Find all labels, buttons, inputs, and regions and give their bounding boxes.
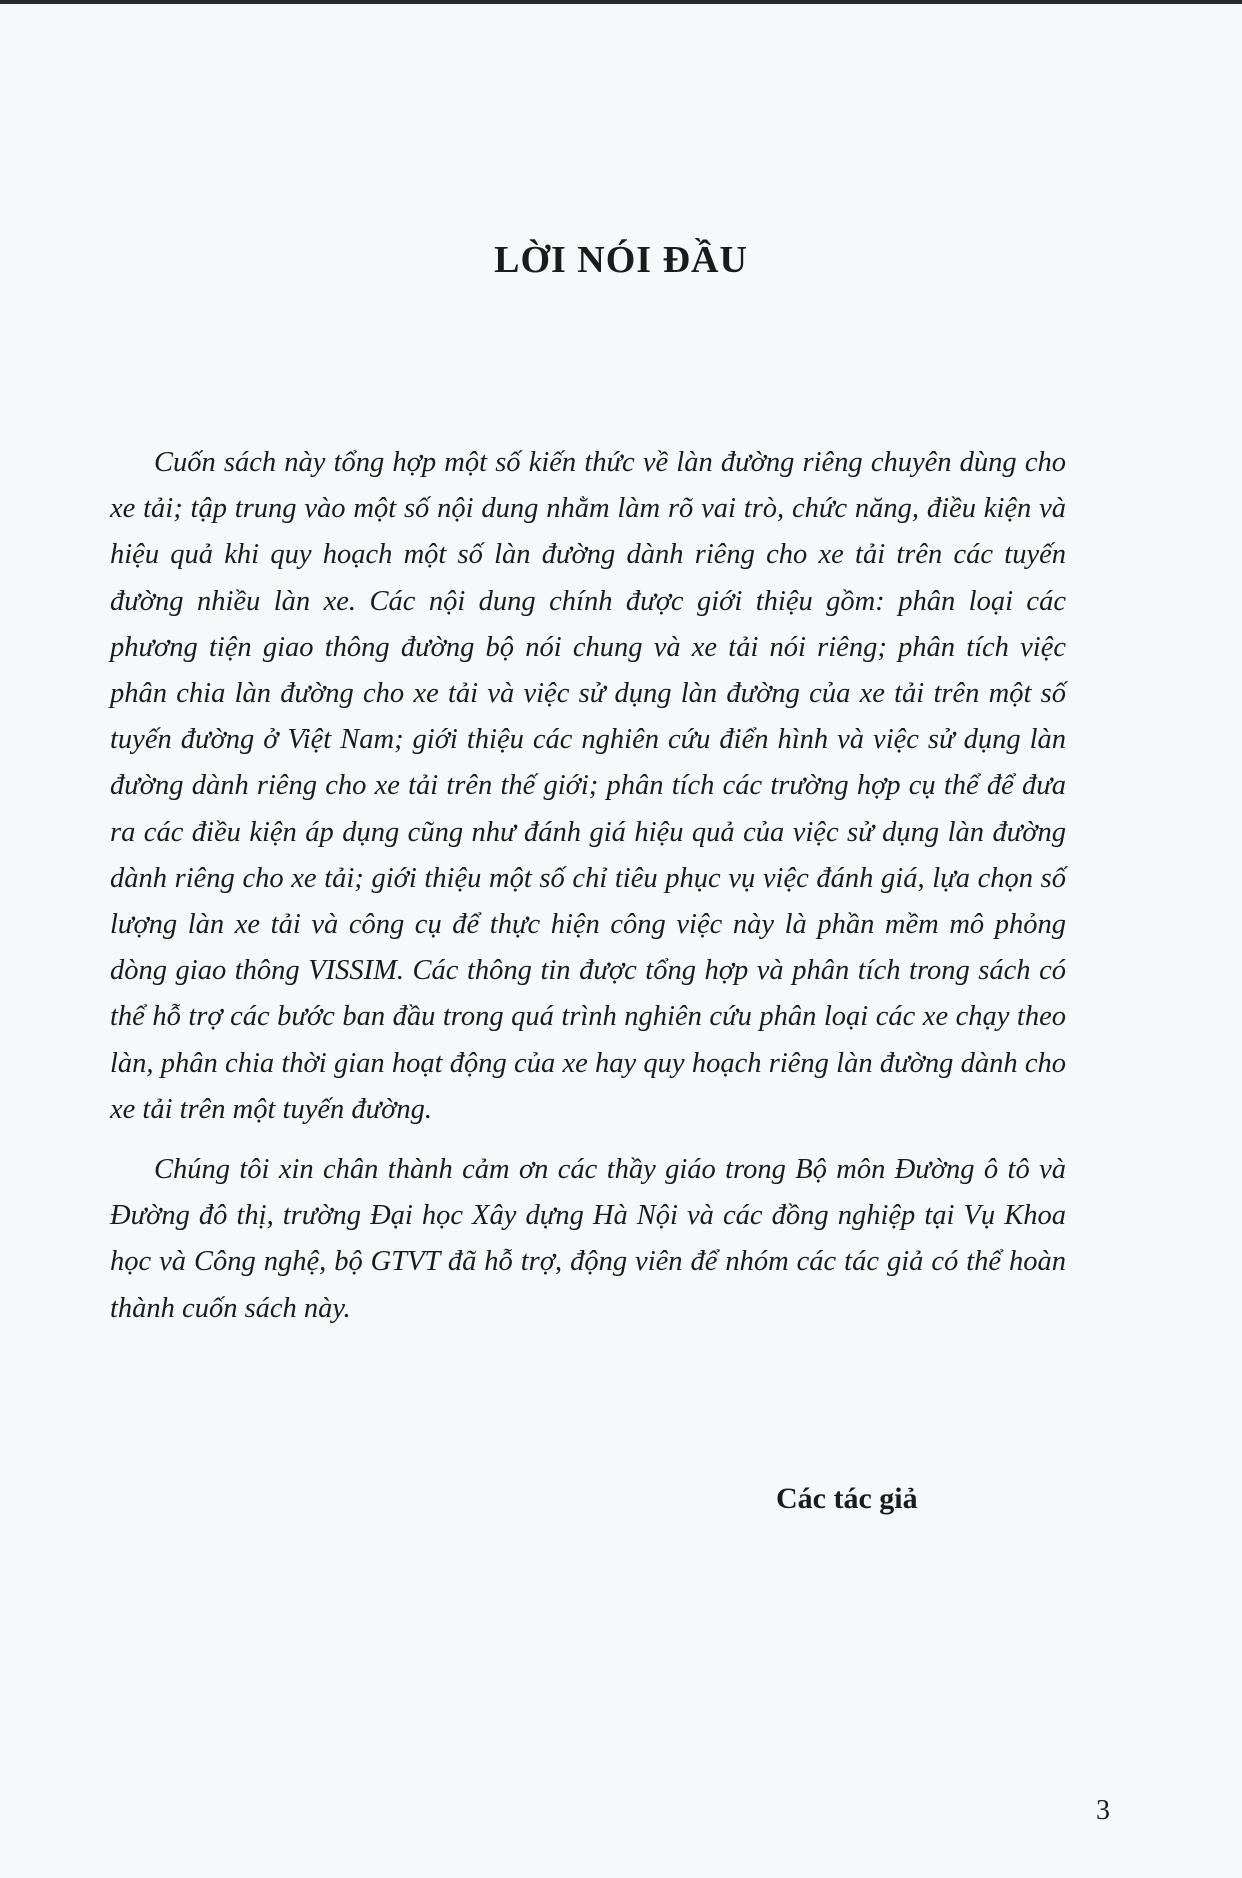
body-text — [110, 440, 1066, 1346]
author-signature: Các tác giả — [776, 1482, 918, 1515]
page-title: LỜI NÓI ĐẦU — [494, 239, 748, 281]
page-top-edge — [0, 0, 1242, 4]
paragraph-acknowledgement: Chúng tôi xin chân thành cảm ơn các thầy giáo trong Bộ môn Đường ô tô và Đường đô thị, trường Đại học Xây dựng Hà Nội và các đồng nghiệp tại Vụ Khoa học và Công nghệ, bộ GTVT đã hỗ trợ, động viên để nhóm các tác giả có thể hoàn thành cuốn sách này. — [110, 1154, 1066, 1324]
page-number: 3 — [1096, 1795, 1110, 1826]
paragraph-intro: Cuốn sách này tổng hợp một số kiến thức về làn đường riêng chuyên dùng cho xe tải; tập trung vào một số nội dung nhằm làm rõ vai trò, chức năng, điều kiện và hiệu quả khi quy hoạch một số làn đường dành riêng cho xe tải trên các tuyến đường nhiều làn xe. Các nội dung chính được giới thiệu gồm: phân loại các phương tiện giao thông đường bộ nói chung và xe tải nói riêng; phân tích việc phân chia làn đường cho xe tải và việc sử dụng làn đường của xe tải trên một số tuyến đường ở Việt Nam; giới thiệu các nghiên cứu điển hình và việc sử dụng làn đường dành riêng cho xe tải trên thế giới; phân tích các trường hợp cụ thể để đưa ra các điều kiện áp dụng cũng như đánh giá hiệu quả của việc sử dụng làn đường dành riêng cho xe tải; giới thiệu một số chỉ tiêu phục vụ việc đánh giá, lựa chọn số lượng làn xe tải và công cụ để thực hiện công việc này là phần mềm mô phỏng dòng giao thông VISSIM. Các thông tin được tổng hợp và phân tích trong sách có thể hỗ trợ các bước ban đầu trong quá trình nghiên cứu phân loại các xe chạy theo làn, phân chia thời gian hoạt động của xe hay quy hoạch riêng làn đường dành cho xe tải trên một tuyến đường. — [110, 447, 1066, 1125]
